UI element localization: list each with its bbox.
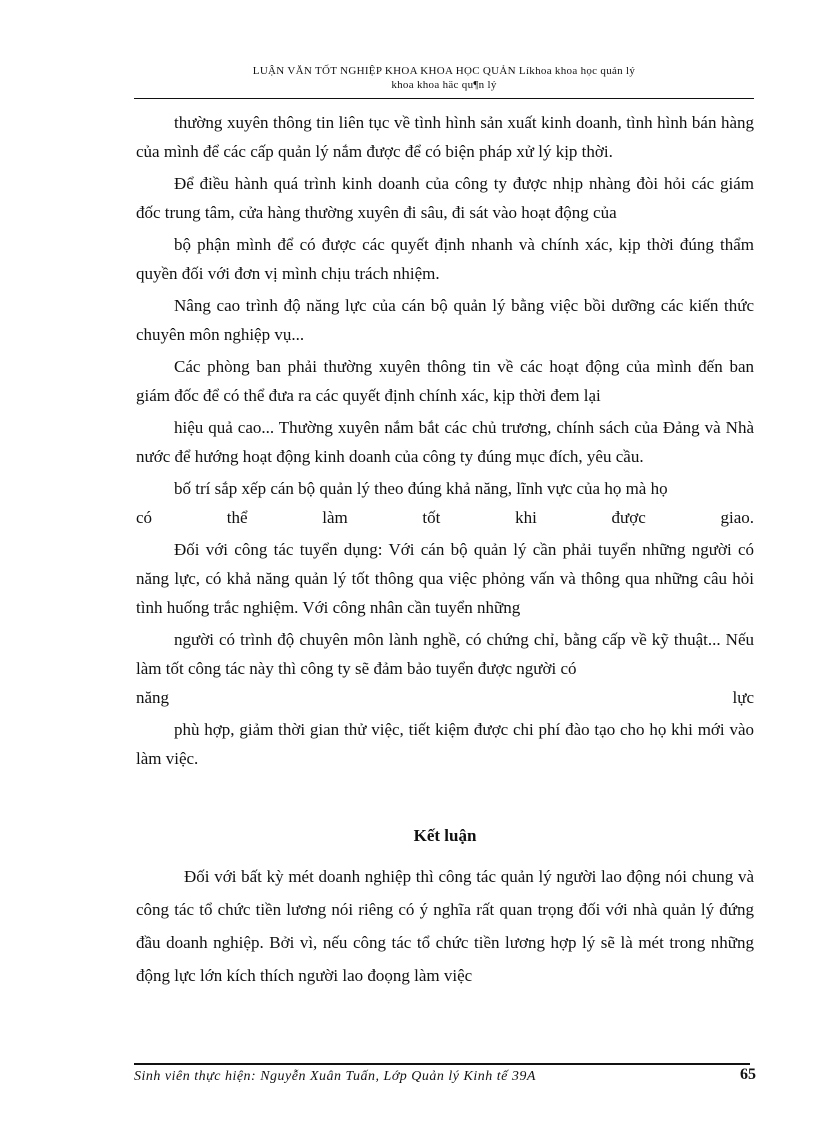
section-heading: Kết luận bbox=[413, 826, 477, 845]
paragraph: Đối với công tác tuyển dụng: Với cán bộ quản lý cần phải tuyển những người có năng lực, có khả năng quản lý tốt thông qua việc phỏng vấn và thông qua những câu hỏi tình huống trắc nghiệm. Với công nhân cần tuyển những bbox=[136, 540, 754, 617]
paragraph: Để điều hành quá trình kinh doanh của công ty được nhịp nhàng đòi hỏi các giám đốc trung tâm, cửa hàng thường xuyên đi sâu, đi sát vào hoạt động của bbox=[136, 174, 754, 222]
paragraph: phù hợp, giảm thời gian thử việc, tiết kiệm được chi phí đào tạo cho họ khi mới vào làm việc. bbox=[136, 720, 754, 768]
body-text bbox=[136, 108, 754, 776]
paragraph: bộ phận mình để có được các quyết định nhanh và chính xác, kịp thời đúng thẩm quyền đối với đơn vị mình chịu trách nhiệm. bbox=[136, 235, 754, 283]
paragraph: năng lực bbox=[136, 688, 754, 707]
paragraph: thường xuyên thông tin liên tục về tình hình sản xuất kinh doanh, tình hình bán hàng của mình để các cấp quản lý nắm được để có biện pháp xử lý kịp thời. bbox=[136, 113, 754, 161]
footer-divider bbox=[134, 1063, 750, 1065]
header-subtitle: khoa khoa häc qu¶n lý bbox=[391, 79, 497, 91]
header-divider bbox=[134, 98, 754, 99]
paragraph: Đối với bất kỳ mét doanh nghiệp thì công tác quản lý người lao động nói chung và công tác tổ chức tiền lương nói riêng có ý nghĩa rất quan trọng đối với nhà quản lý đứng đầu doanh nghiệp. Bởi vì, nếu công tác tổ chức tiền lương hợp lý sẽ là mét trong những động lực lớn kích thích người lao đoọng làm việc bbox=[136, 867, 754, 985]
running-header bbox=[134, 64, 754, 92]
paragraph: có thể làm tốt khi được giao. bbox=[136, 508, 754, 527]
paragraph: Nâng cao trình độ năng lực của cán bộ quản lý bằng việc bồi dưỡng các kiến thức chuyên môn nghiệp vụ... bbox=[136, 296, 754, 344]
footer-author: Sinh viên thực hiện: Nguyễn Xuân Tuấn, Lớp Quản lý Kinh tế 39A bbox=[134, 1069, 536, 1084]
paragraph: bố trí sắp xếp cán bộ quản lý theo đúng khả năng, lĩnh vực của họ mà họ bbox=[174, 479, 668, 498]
paragraph: người có trình độ chuyên môn lành nghề, có chứng chỉ, bằng cấp về kỹ thuật... Nếu làm tốt công tác này thì công ty sẽ đảm bảo tuyển được người có bbox=[136, 630, 754, 678]
page-number: 65 bbox=[740, 1066, 756, 1083]
header-title: LUẬN VĂN TỐT NGHIỆP KHOA KHOA HỌC QUẢN Líkhoa khoa học quản lý bbox=[252, 65, 636, 77]
conclusion-paragraph bbox=[136, 860, 754, 995]
paragraph: Các phòng ban phải thường xuyên thông tin về các hoạt động của mình đến ban giám đốc để có thể đưa ra các quyết định chính xác, kịp thời đem lại bbox=[136, 357, 754, 405]
paragraph: hiệu quả cao... Thường xuyên nắm bắt các chủ trương, chính sách của Đảng và Nhà nước để hướng hoạt động kinh doanh của công ty đúng mục đích, yêu cầu. bbox=[136, 418, 754, 466]
